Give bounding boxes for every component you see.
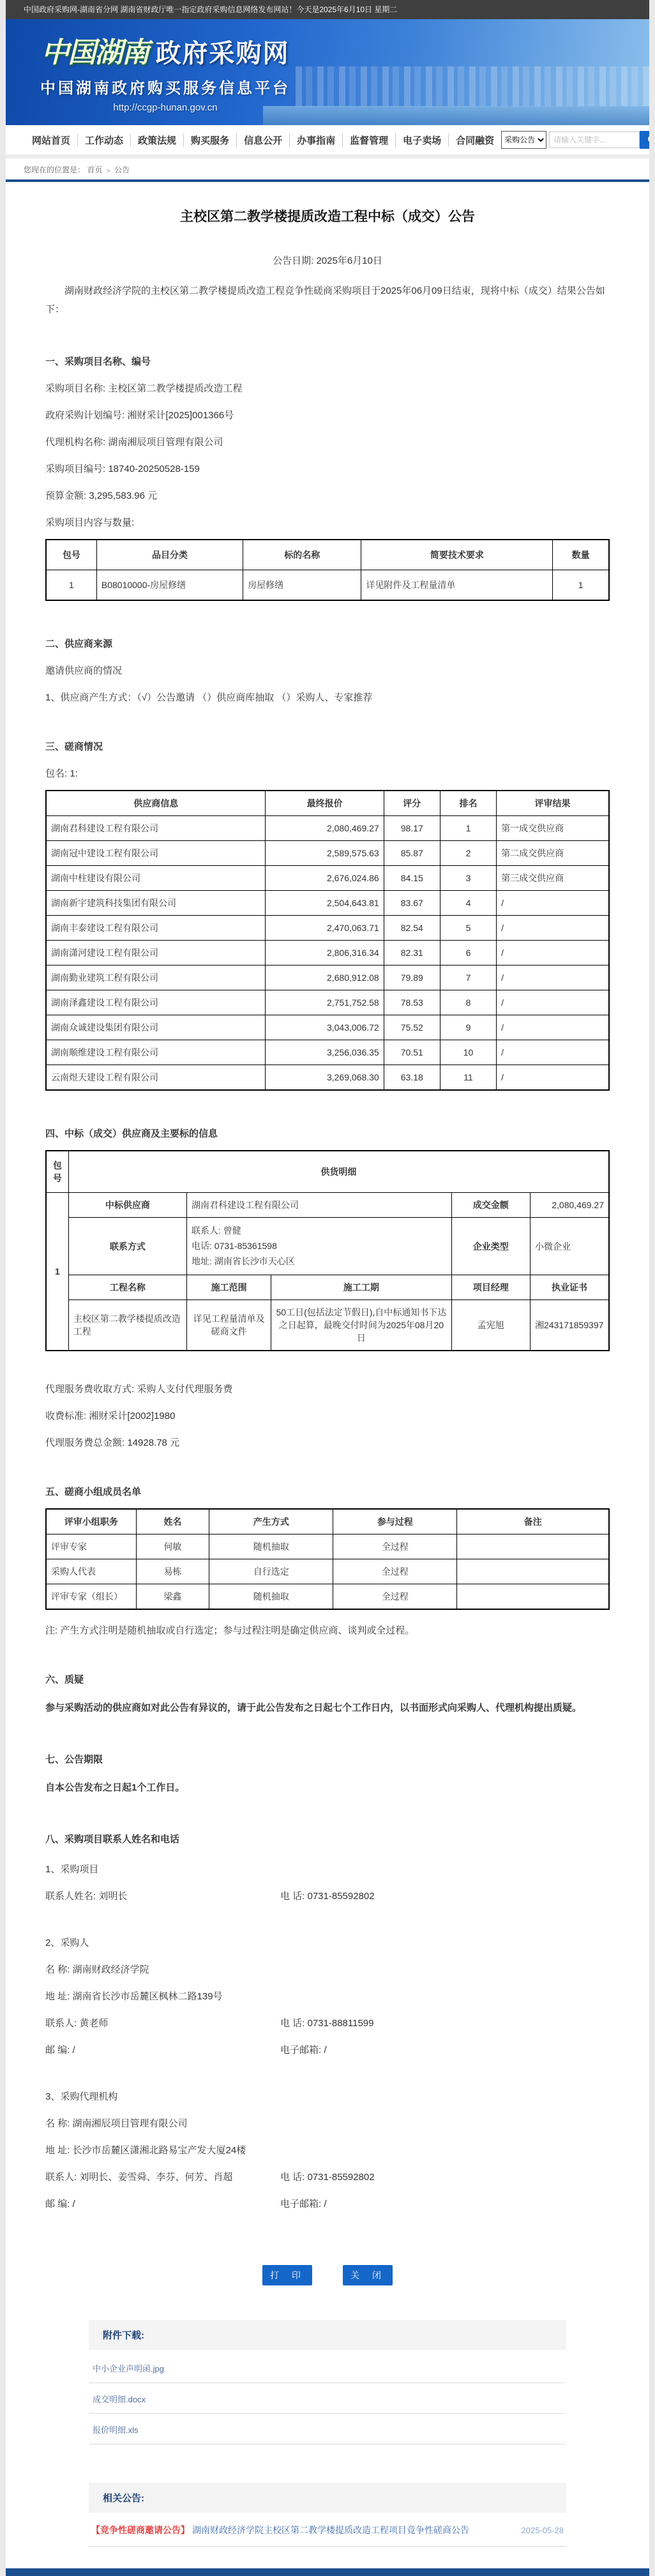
items-header-pkg: 包号 (46, 540, 96, 570)
nav-item-finance[interactable]: 合同融资 (456, 135, 495, 146)
purchaser-email: 电子邮箱: / (280, 2045, 327, 2056)
page-title: 主校区第二教学楼提质改造工程中标（成交）公告 (180, 209, 475, 224)
panel-remark (457, 1559, 609, 1584)
certificate-cell: 湘243171859397 (530, 1300, 609, 1351)
panel-role: 评审专家（组长） (46, 1584, 136, 1610)
rank: 1 (440, 816, 496, 841)
table-row (46, 816, 609, 841)
subheader-manager: 项目经理 (451, 1275, 530, 1300)
supplier-name: 湖南丰泰建设工程有限公司 (46, 916, 266, 941)
section-8-heading: 八、采购项目联系人姓名和电话 (45, 1834, 180, 1845)
panel-header-role: 评审小组职务 (46, 1509, 136, 1534)
final-price: 2,470,063.71 (266, 916, 384, 941)
score: 85.87 (384, 841, 440, 866)
agency-name: 名 称: 湖南湘辰项目管理有限公司 (45, 2118, 188, 2130)
related-section (89, 2483, 566, 2547)
items-table (45, 539, 610, 601)
award-supplier-label: 中标供应商 (68, 1193, 186, 1218)
supplier-source-line: 1、供应商产生方式：（√）公告邀请 （）供应商库抽取 （）采购人、专家推荐 (45, 692, 373, 703)
final-price: 2,806,316.34 (266, 941, 384, 966)
panel-process: 全过程 (333, 1534, 457, 1559)
award-supplier-row (46, 1193, 609, 1218)
purchaser-contact: 联系人: 黄老师 (45, 2018, 109, 2029)
panel-method: 随机抽取 (209, 1534, 333, 1559)
score: 75.52 (384, 1015, 440, 1040)
final-price: 2,589,575.63 (266, 841, 384, 866)
final-price: 3,043,006.72 (266, 1015, 384, 1040)
rank: 9 (440, 1015, 496, 1040)
negotiation-table (45, 790, 610, 1091)
table-row (46, 990, 609, 1015)
item-tech: 详见附件及工程量清单 (361, 570, 553, 601)
award-subdata-row (46, 1300, 609, 1351)
attachment-link[interactable]: 报价明细.xls (90, 2414, 565, 2444)
review-result: / (497, 966, 609, 990)
nav-item-supervision[interactable]: 监督管理 (343, 133, 396, 147)
neg-header-result: 评审结果 (497, 791, 609, 816)
agency-zip: 邮 编: / (45, 2199, 75, 2210)
contact-phone: 电话: 0731-85361598 (191, 1240, 277, 1251)
panel-header-process: 参与过程 (333, 1509, 457, 1534)
nav-item-guide[interactable]: 办事指南 (290, 133, 343, 147)
agency-name-line: 代理机构名称: 湖南湘辰项目管理有限公司 (45, 437, 223, 448)
top-notice-text: 中国政府采购网-湖南省分网 湖南省财政厅唯一指定政府采购信息网络发布网站！今天是2025年6月10日 星期二 (24, 5, 398, 14)
section-4-heading: 四、中标（成交）供应商及主要标的信息 (45, 1128, 218, 1139)
announcement-body (6, 206, 649, 2547)
panel-role: 评审专家 (46, 1534, 136, 1559)
rank: 8 (440, 990, 496, 1015)
table-row (46, 916, 609, 941)
search-input[interactable] (549, 132, 640, 148)
score: 79.89 (384, 966, 440, 990)
manager-cell: 孟宪旭 (451, 1300, 530, 1351)
subheader-project: 工程名称 (68, 1275, 186, 1300)
page (6, 0, 649, 2576)
city-skyline-image (296, 66, 649, 107)
award-header-row (46, 1151, 609, 1193)
final-price: 3,256,036.35 (266, 1040, 384, 1065)
scope-cell: 详见工程量清单及磋商文件 (186, 1300, 271, 1351)
subheader-duration: 施工工期 (271, 1275, 451, 1300)
related-announcement-row[interactable] (89, 2513, 566, 2547)
announcement-date: 公告日期: 2025年6月10日 (273, 255, 382, 266)
table-row (46, 1534, 609, 1559)
items-header-name: 标的名称 (243, 540, 361, 570)
agency-fee-method: 代理服务费收取方式: 采购人支付代理服务费 (45, 1384, 233, 1395)
supplier-name: 湖南潇河建设工程有限公司 (46, 941, 266, 966)
neg-header-score: 评分 (384, 791, 440, 816)
review-result: / (497, 1065, 609, 1091)
award-contact-value (186, 1218, 451, 1275)
review-result: / (497, 1040, 609, 1065)
review-result: 第三成交供应商 (497, 866, 609, 891)
review-result: / (497, 891, 609, 916)
rank: 11 (440, 1065, 496, 1091)
logo-calligraphy: 中国湖南 (41, 37, 149, 68)
agency-address: 地 址: 长沙市岳麓区潇湘北路易宝产发大厦24楼 (45, 2145, 246, 2156)
attachments-heading: 附件下载: (89, 2320, 566, 2350)
rank: 10 (440, 1040, 496, 1065)
related-date: 2025-05-28 (521, 2525, 564, 2535)
nav-item-services[interactable]: 购买服务 (184, 133, 237, 147)
nav-item-policy[interactable]: 政策法规 (131, 133, 184, 147)
purchaser-address: 地 址: 湖南省长沙市岳麓区枫林二路139号 (45, 1991, 223, 2003)
final-price: 2,680,912.08 (266, 966, 384, 990)
items-header-tech: 简要技术要求 (361, 540, 553, 570)
breadcrumb-separator: ﹥ (104, 165, 112, 174)
project-contact-name: 联系人姓名: 刘明长 (45, 1891, 128, 1902)
supplier-name: 云南煜天建设工程有限公司 (46, 1065, 266, 1091)
attachment-link[interactable]: 成交明细.docx (90, 2383, 565, 2414)
breadcrumb-current-link[interactable]: 公告 (114, 165, 130, 174)
final-price: 2,080,469.27 (266, 816, 384, 841)
agency-contact-row (45, 2170, 610, 2183)
intro-paragraph: 湖南财政经济学院的主校区第二教学楼提质改造工程竞争性磋商采购项目于2025年06月09日结束，现将中标（成交）结果公告如下： (45, 285, 605, 315)
rank: 6 (440, 941, 496, 966)
panel-name: 易栋 (136, 1559, 209, 1584)
supplier-name: 湖南泽鑫建设工程有限公司 (46, 990, 266, 1015)
final-price: 2,504,643.81 (266, 891, 384, 916)
panel-header-name: 姓名 (136, 1509, 209, 1534)
review-result: 第一成交供应商 (497, 816, 609, 841)
supplier-name: 湖南中柱建设有限公司 (46, 866, 266, 891)
subheader-scope: 施工范围 (186, 1275, 271, 1300)
section-3-heading: 三、磋商情况 (45, 741, 103, 752)
project-number-line: 采购项目编号: 18740-20250528-159 (45, 464, 200, 474)
objection-paragraph: 参与采购活动的供应商如对此公告有异议的，请于此公告发布之日起七个工作日内，以书面形式向采购人、代理机构提出质疑。 (45, 1702, 582, 1714)
award-table (45, 1150, 610, 1351)
related-tag[interactable]: 【竞争性磋商邀请公告】 (91, 2525, 190, 2536)
related-heading: 相关公告: (89, 2483, 566, 2513)
final-price: 3,269,068.30 (266, 1065, 384, 1091)
score: 82.31 (384, 941, 440, 966)
footer-bar (6, 2568, 649, 2576)
action-buttons (45, 2265, 610, 2285)
supplier-name: 湖南众诚建设集团有限公司 (46, 1015, 266, 1040)
panel-process: 全过程 (333, 1584, 457, 1610)
nav-item-emall[interactable]: 电子卖场 (396, 133, 449, 147)
purchaser-zip-row (45, 2043, 610, 2056)
score: 84.15 (384, 866, 440, 891)
header-divider (6, 179, 649, 182)
purchaser-zip: 邮 编: / (45, 2045, 75, 2056)
award-pkg-number: 1 (46, 1193, 68, 1351)
search-icon (647, 134, 649, 146)
duration-cell: 50工日(包括法定节假日),自中标通知书下达之日起算，最晚交付时间为2025年08月20日 (271, 1300, 451, 1351)
agency-phone: 电 话: 0731-85592802 (280, 2172, 375, 2183)
panel-header-row (46, 1509, 609, 1534)
project-contact-phone: 电 话: 0731-85592802 (280, 1891, 375, 1902)
contact-address: 地址: 湖南省长沙市天心区 (191, 1255, 295, 1266)
review-result: / (497, 941, 609, 966)
score: 70.51 (384, 1040, 440, 1065)
panel-header-method: 产生方式 (209, 1509, 333, 1534)
neg-header-price: 最终报价 (266, 791, 384, 816)
budget-line: 预算金额: 3,295,583.96 元 (45, 490, 158, 501)
table-row (46, 841, 609, 866)
breadcrumb-prefix: 您现在的位置是： (24, 165, 86, 174)
score: 63.18 (384, 1065, 440, 1091)
score: 78.53 (384, 990, 440, 1015)
review-result: 第二成交供应商 (497, 841, 609, 866)
project-contact-row (45, 1889, 610, 1902)
section-7-heading: 七、公告期限 (45, 1754, 103, 1766)
banner-url: http://ccgp-hunan.gov.cn (113, 102, 218, 113)
neg-header-supplier: 供应商信息 (46, 791, 266, 816)
related-title-link[interactable]: 湖南财政经济学院主校区第二教学楼提质改造工程项目竞争性磋商公告 (192, 2525, 469, 2536)
review-result: / (497, 916, 609, 941)
neg-header-rank: 排名 (440, 791, 496, 816)
table-row (46, 1584, 609, 1610)
content-quantity-label: 采购项目内容与数量: (45, 517, 135, 528)
announcement-period: 自本公告发布之日起1个工作日。 (45, 1782, 185, 1794)
review-result: / (497, 990, 609, 1015)
banner-subtitle: 中国湖南政府购买服务信息平台 (40, 80, 290, 97)
search-button[interactable] (640, 131, 649, 149)
table-row (46, 866, 609, 891)
table-row (46, 1040, 609, 1065)
purchaser-phone: 电 话: 0731-88811599 (280, 2018, 374, 2029)
award-corner-label: 包号 (46, 1151, 68, 1193)
panel-remark (457, 1534, 609, 1559)
breadcrumb-home-link[interactable]: 首页 (87, 165, 103, 174)
site-logo (6, 19, 325, 113)
item-name: 房屋修缮 (243, 570, 361, 601)
supplier-name: 湖南新宇建筑科技集团有限公司 (46, 891, 266, 916)
close-button[interactable]: 关 闭 (343, 2265, 393, 2285)
fee-standard: 收费标准: 湘财采计[2002]1980 (45, 1411, 176, 1422)
subheader-certificate: 执业证书 (530, 1275, 609, 1300)
review-result: / (497, 1015, 609, 1040)
invite-suppliers-line: 邀请供应商的情况 (45, 665, 123, 676)
items-table-row (46, 570, 609, 601)
item-category: B08010000-房屋修缮 (96, 570, 243, 601)
score: 82.54 (384, 916, 440, 941)
panel-name: 梁鑫 (136, 1584, 209, 1610)
breadcrumb (6, 158, 649, 179)
project-name-cell: 主校区第二教学楼提质改造工程 (68, 1300, 186, 1351)
nav-item-home[interactable]: 网站首页 (25, 133, 78, 147)
item-qty: 1 (553, 570, 609, 601)
panel-method: 随机抽取 (209, 1584, 333, 1610)
award-amount-label: 成交金额 (451, 1193, 530, 1218)
section-5-heading: 五、磋商小组成员名单 (45, 1487, 142, 1498)
nav-item-disclosure[interactable]: 信息公开 (237, 133, 290, 147)
item-pkg: 1 (46, 570, 96, 601)
supplier-name: 湖南君科建设工程有限公司 (46, 816, 266, 841)
project-contact-label: 1、采购项目 (45, 1864, 99, 1875)
attachment-link[interactable]: 中小企业声明函.jpg (90, 2352, 565, 2383)
contact-person: 联系人: 曾健 (191, 1225, 241, 1236)
search-category-select[interactable] (501, 131, 546, 149)
logo-title (6, 29, 325, 70)
purchaser-contact-row (45, 2016, 610, 2029)
table-row (46, 1015, 609, 1040)
table-row (46, 941, 609, 966)
score: 83.67 (384, 891, 440, 916)
section-1-heading: 一、采购项目名称、编号 (45, 356, 151, 367)
supplier-name: 湖南勤业建筑工程有限公司 (46, 966, 266, 990)
agency-contact: 联系人: 刘明长、姜雪舜、李芬、何芳、肖超 (45, 2172, 233, 2183)
attachments-section (89, 2320, 566, 2444)
award-contact-row (46, 1218, 609, 1275)
final-price: 2,676,024.86 (266, 866, 384, 891)
panel-note: 注: 产生方式注明是随机抽取或自行选定；参与过程注明是确定供应商、谈判或全过程。 (45, 1625, 415, 1637)
project-name-line: 采购项目名称: 主校区第二教学楼提质改造工程 (45, 383, 243, 394)
award-contact-label: 联系方式 (68, 1218, 186, 1275)
panel-header-remark: 备注 (457, 1509, 609, 1534)
panel-method: 自行选定 (209, 1559, 333, 1584)
enterprise-type-label: 企业类型 (451, 1218, 530, 1275)
search-bar (501, 131, 649, 149)
final-price: 2,751,752.58 (266, 990, 384, 1015)
print-button[interactable]: 打 印 (262, 2265, 312, 2285)
enterprise-type-value: 小微企业 (530, 1218, 609, 1275)
agency-email: 电子邮箱: / (280, 2199, 327, 2210)
negotiation-header-row (46, 791, 609, 816)
fee-total: 代理服务费总金额: 14928.78 元 (45, 1437, 180, 1449)
score: 98.17 (384, 816, 440, 841)
award-supplier-name: 湖南君科建设工程有限公司 (186, 1193, 451, 1218)
attachments-list (89, 2350, 566, 2444)
items-header-category: 品目分类 (96, 540, 243, 570)
award-detail-header: 供货明细 (68, 1151, 609, 1193)
items-header-qty: 数量 (553, 540, 609, 570)
package-label: 包名: 1: (45, 768, 78, 779)
panel-process: 全过程 (333, 1559, 457, 1584)
award-amount-value: 2,080,469.27 (530, 1193, 609, 1218)
purchaser-name: 名 称: 湖南财政经济学院 (45, 1964, 149, 1976)
panel-remark (457, 1584, 609, 1610)
section-6-heading: 六、质疑 (45, 1674, 84, 1686)
logo-main-text: 政府采购网 (155, 40, 290, 68)
agency-label: 3、采购代理机构 (45, 2091, 118, 2103)
rank: 3 (440, 866, 496, 891)
table-row (46, 1559, 609, 1584)
main-nav (6, 125, 649, 158)
top-notice-bar (6, 0, 649, 19)
award-subheader-row (46, 1275, 609, 1300)
purchaser-label: 2、采购人 (45, 1937, 89, 1949)
nav-item-news[interactable]: 工作动态 (78, 133, 131, 147)
supplier-name: 湖南冠中建设工程有限公司 (46, 841, 266, 866)
rank: 5 (440, 916, 496, 941)
rank: 4 (440, 891, 496, 916)
supplier-name: 湖南顺维建设工程有限公司 (46, 1040, 266, 1065)
items-table-header-row (46, 540, 609, 570)
section-2-heading: 二、供应商来源 (45, 639, 113, 649)
panel-table (45, 1508, 610, 1610)
agency-zip-row (45, 2197, 610, 2210)
site-banner (6, 19, 649, 125)
table-row (46, 1065, 609, 1091)
rank: 2 (440, 841, 496, 866)
panel-role: 采购人代表 (46, 1559, 136, 1584)
table-row (46, 891, 609, 916)
panel-name: 何敏 (136, 1534, 209, 1559)
rank: 7 (440, 966, 496, 990)
table-row (46, 966, 609, 990)
plan-number-line: 政府采购计划编号: 湘财采计[2025]001366号 (45, 410, 234, 421)
